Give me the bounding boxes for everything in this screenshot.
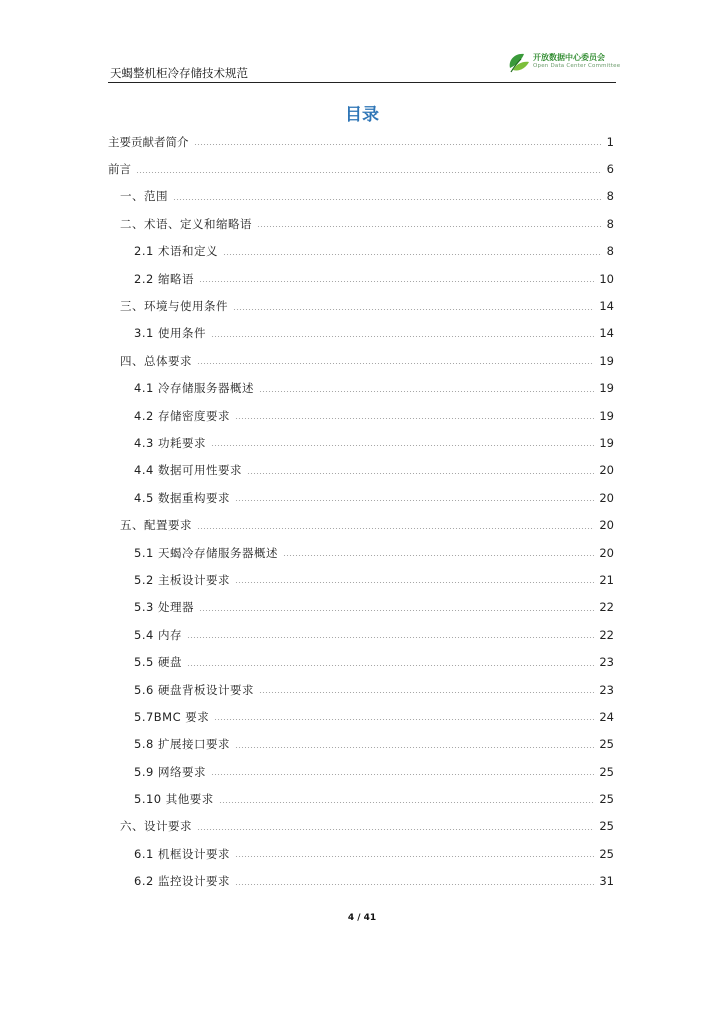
toc-entry-label: 5.9 网络要求 xyxy=(134,764,206,779)
toc-entry-page: 6 xyxy=(606,162,614,177)
toc-entry-label: 4.5 数据重构要求 xyxy=(134,490,230,505)
toc-entry-label: 5.2 主板设计要求 xyxy=(134,572,230,587)
toc-entry-label: 2.2 缩略语 xyxy=(134,271,194,286)
toc-entry-label: 二、术语、定义和缩略语 xyxy=(120,216,252,231)
toc-entry-page: 21 xyxy=(599,572,614,587)
toc-entry[interactable] xyxy=(108,320,614,347)
toc-heading: 目录 xyxy=(345,105,379,125)
page-number: 4 / 41 xyxy=(347,913,377,923)
toc-entry[interactable] xyxy=(108,238,614,265)
toc-entry[interactable] xyxy=(108,594,614,621)
toc-entry-label: 5.1 天蝎冷存储服务器概述 xyxy=(134,545,278,560)
toc-leader-dots xyxy=(211,774,594,775)
toc-leader-dots xyxy=(197,363,594,364)
toc-entry-page: 19 xyxy=(599,353,614,368)
toc-entry[interactable] xyxy=(108,840,614,867)
toc-leader-dots xyxy=(136,172,602,173)
logo-organization-subtitle: Open Data Center Committee xyxy=(533,63,621,69)
toc-leader-dots xyxy=(235,418,594,419)
toc-entry-label: 5.7BMC 要求 xyxy=(134,709,210,724)
toc-entry[interactable] xyxy=(108,155,614,182)
toc-entry-label: 5.3 处理器 xyxy=(134,600,194,615)
toc-leader-dots xyxy=(259,692,594,693)
toc-entry-page: 8 xyxy=(606,216,614,231)
toc-entry-page: 25 xyxy=(599,792,614,807)
toc-entry-page: 24 xyxy=(599,709,614,724)
toc-leader-dots xyxy=(259,391,594,392)
toc-entry-label: 一、范围 xyxy=(120,189,168,204)
toc-entry[interactable] xyxy=(108,676,614,703)
toc-entry-label: 6.1 机框设计要求 xyxy=(134,846,230,861)
toc-entry-label: 5.4 内存 xyxy=(134,627,182,642)
toc-leader-dots xyxy=(187,665,594,666)
toc-leader-dots xyxy=(257,226,602,227)
toc-entry-label: 三、环境与使用条件 xyxy=(120,299,228,314)
toc-entry-page: 31 xyxy=(599,874,614,889)
toc-entry[interactable] xyxy=(108,758,614,785)
toc-entry-page: 22 xyxy=(599,600,614,615)
toc-entry[interactable] xyxy=(108,128,614,155)
toc-entry-page: 1 xyxy=(606,134,614,149)
toc-entry[interactable] xyxy=(108,347,614,374)
toc-leader-dots xyxy=(235,856,594,857)
toc-entry[interactable] xyxy=(108,731,614,758)
toc-entry-page: 20 xyxy=(599,545,614,560)
toc-entry-page: 19 xyxy=(599,435,614,450)
toc-entry-label: 3.1 使用条件 xyxy=(134,326,206,341)
logo-organization-name: 开放数据中心委员会 xyxy=(533,53,605,62)
toc-entry-page: 14 xyxy=(599,299,614,314)
toc-entry[interactable] xyxy=(108,210,614,237)
toc-leader-dots xyxy=(233,309,594,310)
toc-leader-dots xyxy=(283,555,594,556)
toc-entry-page: 19 xyxy=(599,408,614,423)
toc-entry-label: 4.4 数据可用性要求 xyxy=(134,463,242,478)
toc-entry-label: 5.5 硬盘 xyxy=(134,655,182,670)
toc-leader-dots xyxy=(199,610,594,611)
toc-entry[interactable] xyxy=(108,785,614,812)
table-of-contents xyxy=(108,128,614,895)
toc-leader-dots xyxy=(235,582,594,583)
toc-entry[interactable] xyxy=(108,621,614,648)
toc-entry[interactable] xyxy=(108,539,614,566)
toc-leader-dots xyxy=(197,528,594,529)
toc-entry-label: 五、配置要求 xyxy=(120,518,192,533)
toc-entry-page: 25 xyxy=(599,846,614,861)
toc-leader-dots xyxy=(223,254,602,255)
toc-entry-label: 主要贡献者简介 xyxy=(108,134,189,149)
toc-entry[interactable] xyxy=(108,813,614,840)
toc-leader-dots xyxy=(197,829,594,830)
toc-leader-dots xyxy=(211,445,594,446)
toc-leader-dots xyxy=(211,336,594,337)
toc-entry-page: 25 xyxy=(599,764,614,779)
toc-entry[interactable] xyxy=(108,703,614,730)
toc-leader-dots xyxy=(187,637,594,638)
toc-entry-page: 22 xyxy=(599,627,614,642)
toc-entry-label: 2.1 术语和定义 xyxy=(134,244,218,259)
toc-entry-page: 20 xyxy=(599,463,614,478)
toc-entry-page: 25 xyxy=(599,737,614,752)
toc-entry-label: 四、总体要求 xyxy=(120,353,192,368)
toc-entry-page: 10 xyxy=(599,271,614,286)
toc-entry[interactable] xyxy=(108,457,614,484)
toc-entry-label: 5.6 硬盘背板设计要求 xyxy=(134,682,254,697)
toc-entry-label: 5.10 其他要求 xyxy=(134,792,214,807)
toc-entry-page: 23 xyxy=(599,655,614,670)
toc-leader-dots xyxy=(235,500,594,501)
toc-leader-dots xyxy=(235,884,594,885)
toc-entry[interactable] xyxy=(108,402,614,429)
document-title: 天蝎整机柜冷存储技术规范 xyxy=(110,66,248,80)
leaf-logo-icon xyxy=(506,50,532,76)
toc-entry-label: 5.8 扩展接口要求 xyxy=(134,737,230,752)
toc-entry[interactable] xyxy=(108,183,614,210)
toc-entry[interactable] xyxy=(108,429,614,456)
toc-leader-dots xyxy=(219,802,595,803)
toc-entry-page: 23 xyxy=(599,682,614,697)
toc-leader-dots xyxy=(247,473,594,474)
toc-entry[interactable] xyxy=(108,648,614,675)
toc-leader-dots xyxy=(214,719,594,720)
toc-entry-label: 6.2 监控设计要求 xyxy=(134,874,230,889)
toc-entry-page: 19 xyxy=(599,381,614,396)
toc-entry-label: 前言 xyxy=(108,162,131,177)
toc-entry-page: 8 xyxy=(606,189,614,204)
toc-entry-label: 4.3 功耗要求 xyxy=(134,435,206,450)
toc-entry-page: 8 xyxy=(606,244,614,259)
toc-leader-dots xyxy=(199,281,594,282)
toc-leader-dots xyxy=(173,199,602,200)
odcc-logo xyxy=(506,50,621,76)
toc-entry-label: 4.2 存储密度要求 xyxy=(134,408,230,423)
toc-entry[interactable] xyxy=(108,566,614,593)
toc-leader-dots xyxy=(194,144,602,145)
toc-entry[interactable] xyxy=(108,868,614,895)
toc-entry-label: 六、设计要求 xyxy=(120,819,192,834)
toc-entry-label: 4.1 冷存储服务器概述 xyxy=(134,381,254,396)
toc-entry[interactable] xyxy=(108,265,614,292)
page-header xyxy=(108,40,621,82)
toc-entry-page: 20 xyxy=(599,490,614,505)
toc-leader-dots xyxy=(235,747,594,748)
toc-entry[interactable] xyxy=(108,511,614,538)
toc-entry[interactable] xyxy=(108,375,614,402)
toc-entry[interactable] xyxy=(108,484,614,511)
toc-entry-page: 25 xyxy=(599,819,614,834)
toc-entry-page: 20 xyxy=(599,518,614,533)
header-divider xyxy=(108,82,616,83)
toc-entry-page: 14 xyxy=(599,326,614,341)
toc-entry[interactable] xyxy=(108,292,614,319)
